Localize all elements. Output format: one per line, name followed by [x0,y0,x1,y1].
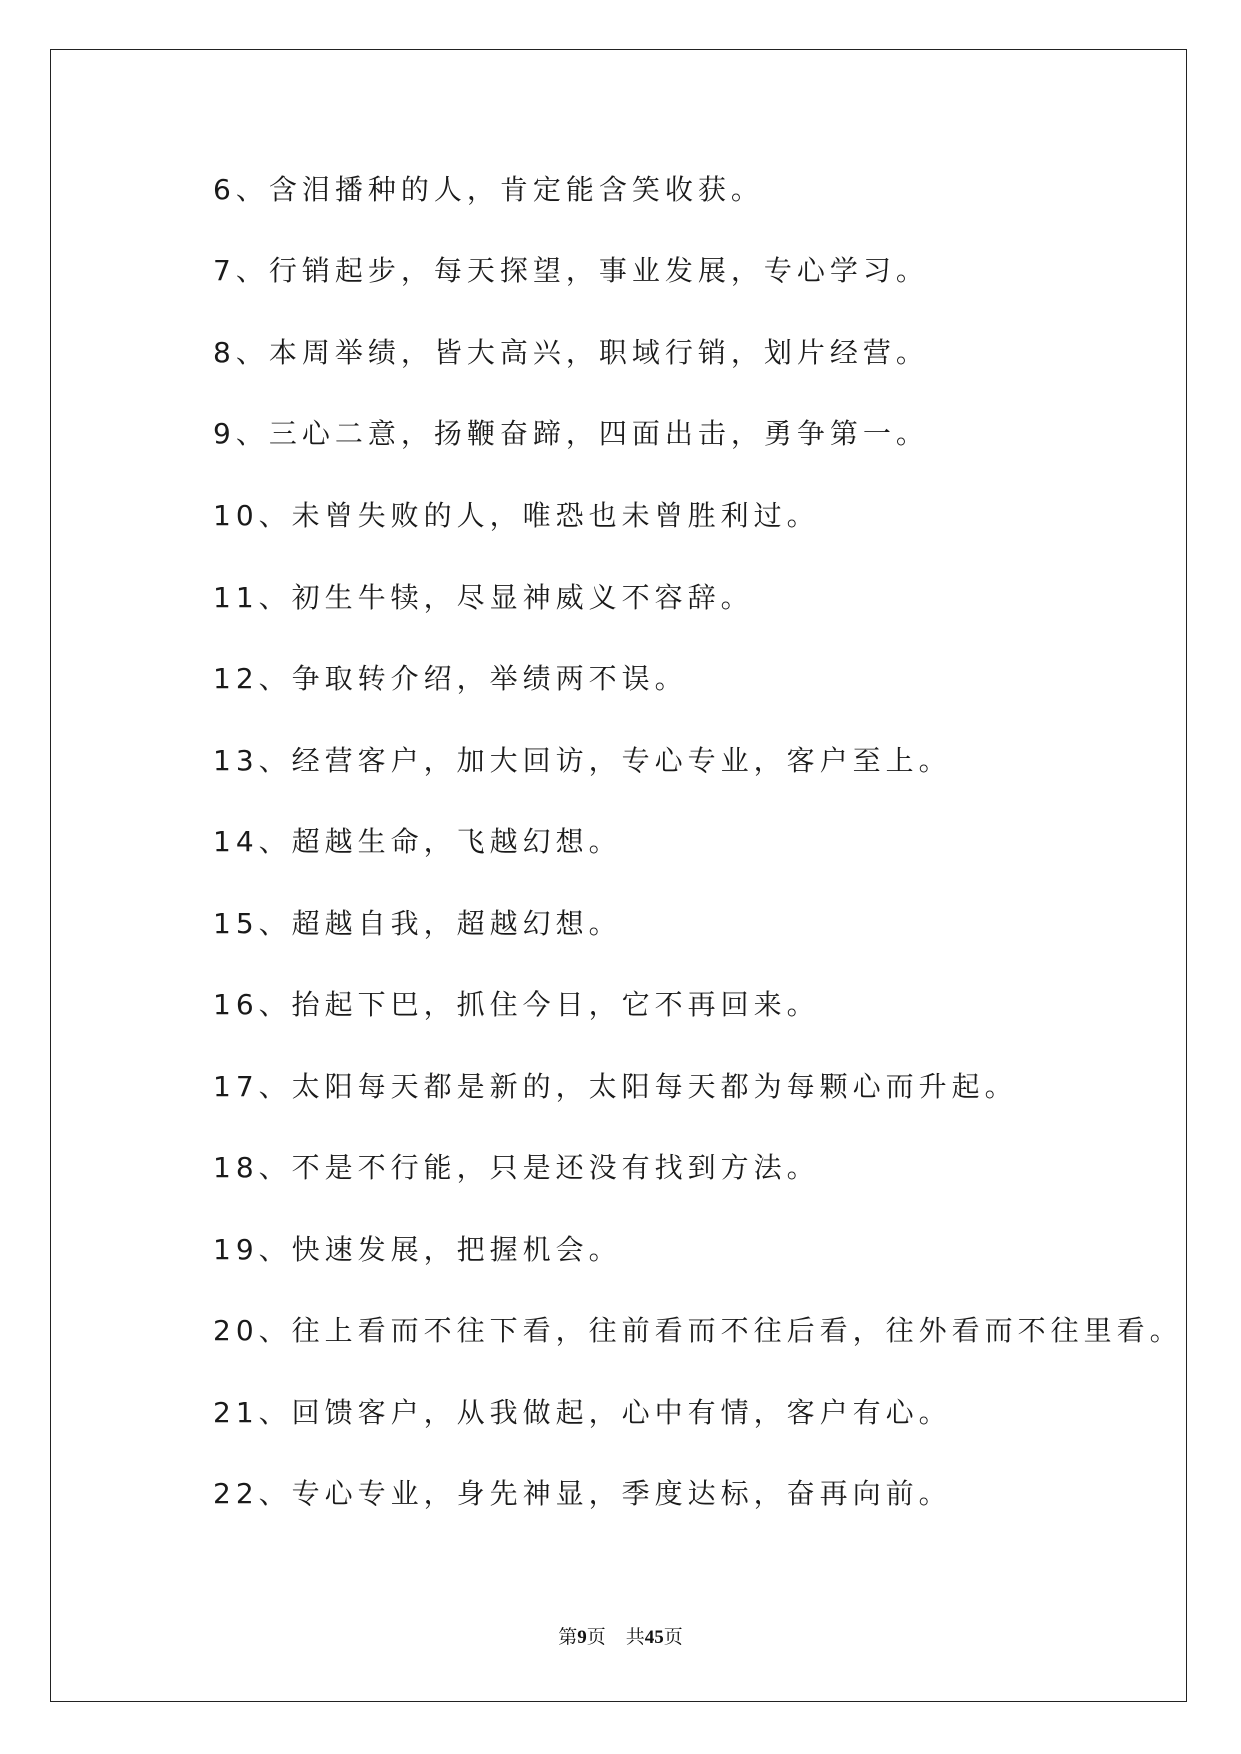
page-suffix: 页 [586,1626,606,1648]
slogan-line-19: 19、快速发展，把握机会。 [213,1233,622,1266]
slogan-line-16: 16、抬起下巴，抓住今日，它不再回来。 [213,988,820,1021]
slogan-line-10: 10、未曾失败的人，唯恐也未曾胜利过。 [213,499,820,532]
slogan-line-18: 18、不是不行能，只是还没有找到方法。 [213,1151,820,1184]
slogan-line-11: 11、初生牛犊，尽显神威义不容辞。 [213,581,754,614]
slogan-line-6: 6、含泪播种的人，肯定能含笑收获。 [213,173,764,206]
slogan-line-15: 15、超越自我，超越幻想。 [213,907,622,940]
slogan-line-7: 7、行销起步，每天探望，事业发展，专心学习。 [213,254,929,287]
total-pages: 45 [644,1627,664,1648]
slogan-line-14: 14、超越生命，飞越幻想。 [213,825,622,858]
total-suffix: 页 [663,1626,683,1648]
slogan-line-21: 21、回馈客户，从我做起，心中有情，客户有心。 [213,1396,952,1429]
page-number: 9 [577,1627,587,1648]
page-prefix: 第 [558,1626,578,1648]
page-footer [0,1625,1241,1650]
slogan-line-8: 8、本周举绩，皆大高兴，职域行销，划片经营。 [213,336,929,369]
total-prefix: 共 [625,1626,645,1648]
slogan-line-20: 20、往上看而不往下看，往前看而不往后看，往外看而不往里看。 [213,1314,1183,1347]
slogan-line-22: 22、专心专业，身先神显，季度达标，奋再向前。 [213,1477,952,1510]
slogan-line-9: 9、三心二意，扬鞭奋蹄，四面出击，勇争第一。 [213,417,929,450]
slogan-line-12: 12、争取转介绍，举绩两不误。 [213,662,688,695]
slogan-line-13: 13、经营客户，加大回访，专心专业，客户至上。 [213,744,952,777]
slogan-line-17: 17、太阳每天都是新的，太阳每天都为每颗心而升起。 [213,1070,1018,1103]
